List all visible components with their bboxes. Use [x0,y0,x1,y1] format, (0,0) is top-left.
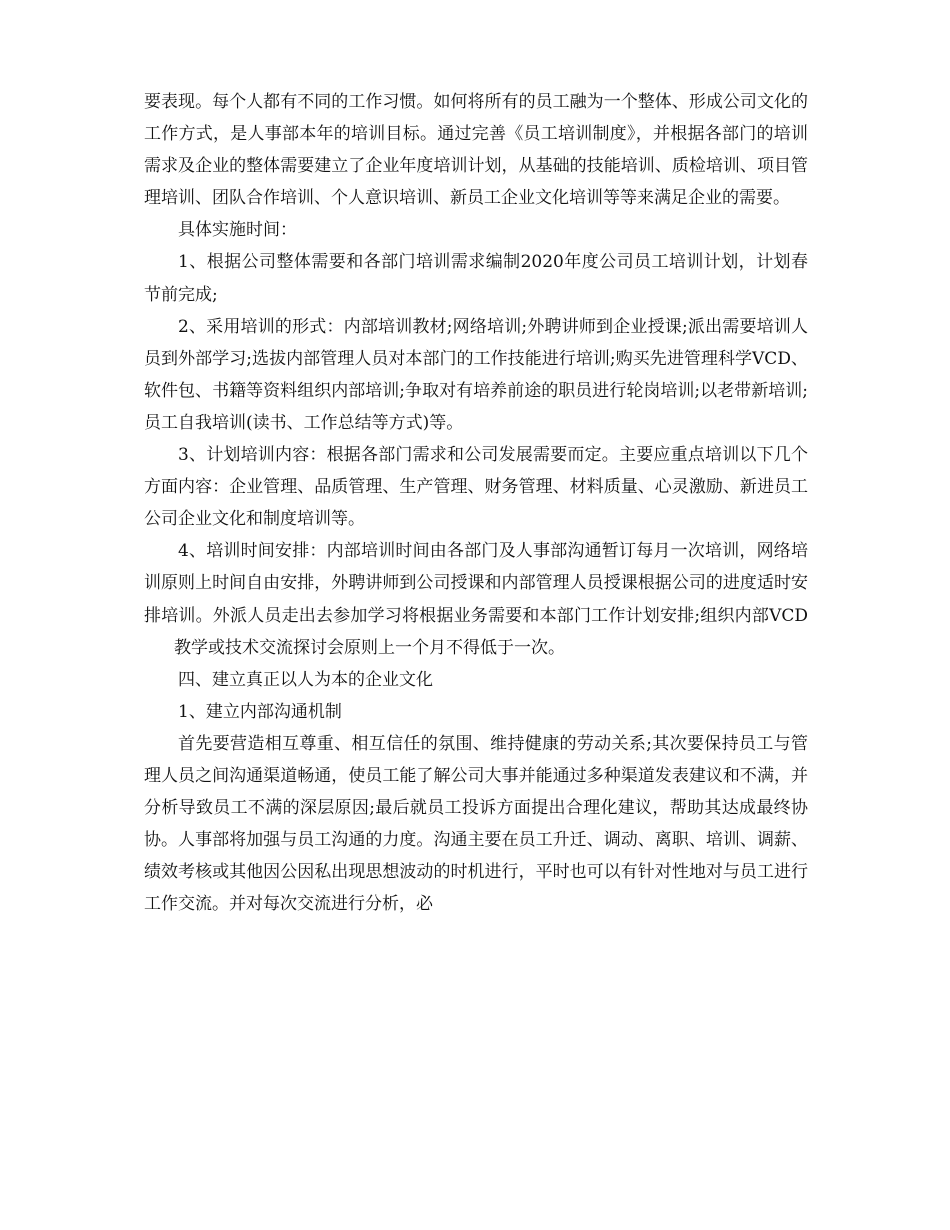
paragraph-item-1: 1、根据公司整体需要和各部门培训需求编制2020年度公司员工培训计划，计划春节前完成; [144,252,808,305]
section-heading-culture: 四、建立真正以人为本的企业文化 [178,669,433,690]
document-body [144,86,808,920]
paragraph-communication: 首先要营造相互尊重、相互信任的氛围、维持健康的劳动关系;其次要保持员工与管理人员之间沟通渠道畅通，使员工能了解公司大事并能通过多种渠道发表建议和不满，并分析导致员工不满的深层原因;最后就员工投诉方面提出合理化建议，帮助其达成最终协协。人事部将加强与员工沟通的力度。沟通主要在员工升迁、调动、离职、培训、调薪、绩效考核或其他因公因私出现思想波动的时机进行，平时也可以有针对性地对与员工进行工作交流。并对每次交流进行分析，必 [144,733,808,915]
paragraph-implementation-time: 具体实施时间： [178,220,297,241]
subsection-heading-communication: 1、建立内部沟通机制 [178,701,342,722]
paragraph-item-4 [144,535,808,663]
paragraph-item-4-text: 4、培训时间安排：内部培训时间由各部门及人事部沟通暂订每月一次培训，网络培训原则上时间自由安排，外聘讲师到公司授课和内部管理人员授课根据公司的进度适时安排培训。外派人员走出去参加学习将根据业务需要和本部门工作计划安排;组织内部VCD [144,541,808,626]
paragraph-item-4-tail: 教学或技术交流探讨会原则上一个月不得低于一次。 [174,637,565,658]
paragraph-training-goal: 要表现。每个人都有不同的工作习惯。如何将所有的员工融为一个整体、形成公司文化的工作方式，是人事部本年的培训目标。通过完善《员工培训制度》，并根据各部门的培训需求及企业的整体需要建立了企业年度培训计划，从基础的技能培训、质检培训、项目管理培训、团队合作培训、个人意识培训、新员工企业文化培训等等来满足企业的需要。 [144,92,808,209]
paragraph-item-2: 2、采用培训的形式：内部培训教材;网络培训;外聘讲师到企业授课;派出需要培训人员到外部学习;选拔内部管理人员对本部门的工作技能进行培训;购买先进管理科学VCD、软件包、书籍等资料组织内部培训;争取对有培养前途的职员进行轮岗培训;以老带新培训;员工自我培训(读书、工作总结等方式)等。 [144,316,808,433]
paragraph-item-3: 3、计划培训内容：根据各部门需求和公司发展需要而定。主要应重点培训以下几个方面内容：企业管理、品质管理、生产管理、财务管理、材料质量、心灵激励、新进员工公司企业文化和制度培训等。 [144,445,808,530]
